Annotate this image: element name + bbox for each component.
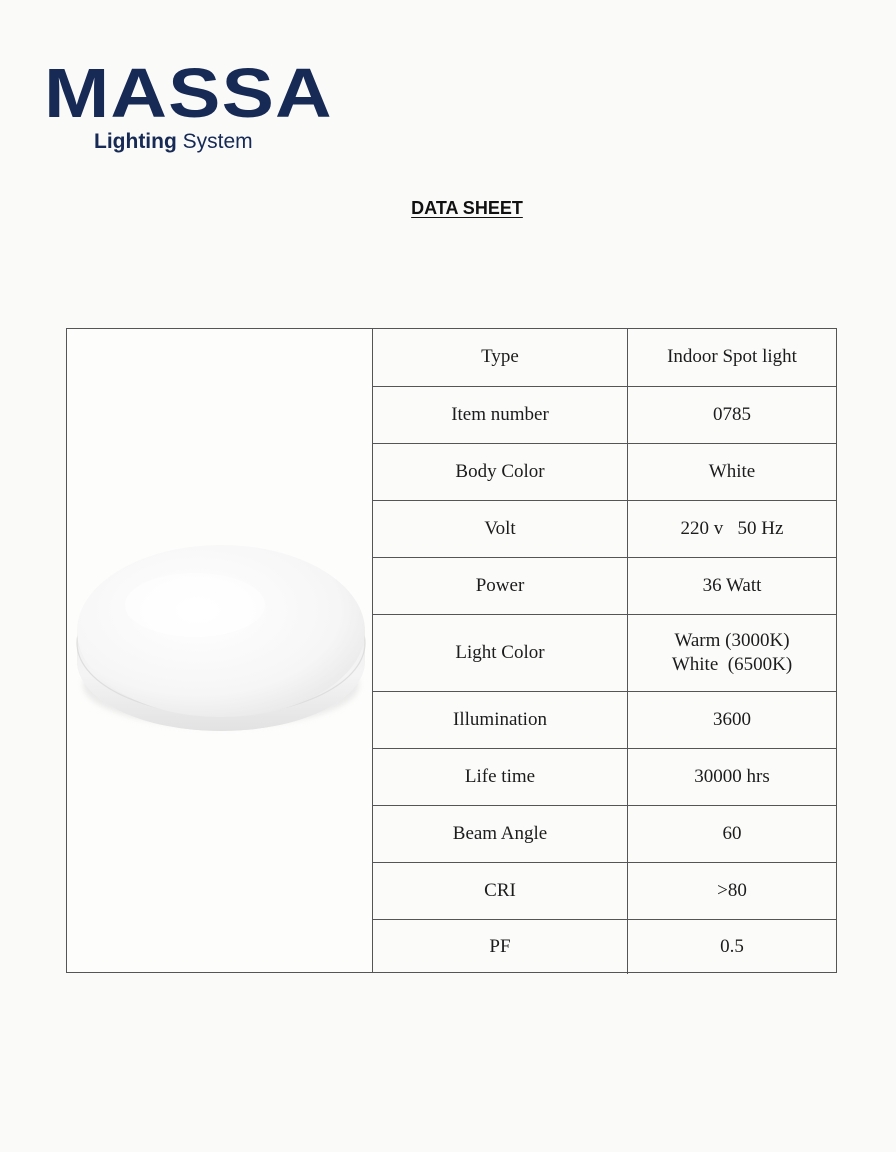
spec-row xyxy=(373,443,836,500)
spec-row xyxy=(373,748,836,805)
spec-value-line: 36 Watt xyxy=(702,574,762,596)
brand-tagline xyxy=(94,130,253,154)
spec-value xyxy=(628,805,837,862)
spec-value-line: 30000 hrs xyxy=(694,765,770,787)
spec-value-line: White xyxy=(708,460,756,482)
spec-value xyxy=(628,614,837,691)
spec-value xyxy=(628,557,837,614)
document-title: DATA SHEET xyxy=(411,198,523,218)
spec-label: Volt xyxy=(373,500,628,557)
spec-value-line: 60 xyxy=(722,822,742,844)
spec-row xyxy=(373,329,836,386)
brand-name: MASSA xyxy=(44,54,333,132)
product-photo-cell xyxy=(67,329,373,972)
spec-table xyxy=(373,329,836,974)
spec-value-line: 3600 xyxy=(713,708,751,730)
spec-label: PF xyxy=(373,919,628,974)
spec-value-line: Indoor Spot light xyxy=(667,346,797,368)
spec-row xyxy=(373,919,836,974)
spec-value xyxy=(628,329,837,386)
spec-row xyxy=(373,557,836,614)
spec-row xyxy=(373,862,836,919)
spec-label: Life time xyxy=(373,748,628,805)
spec-row xyxy=(373,614,836,691)
spec-value xyxy=(628,919,837,974)
massa-logo xyxy=(44,54,364,168)
brand-tagline-rest: System xyxy=(182,130,253,153)
product-photo xyxy=(75,535,367,739)
spec-row xyxy=(373,691,836,748)
spec-row xyxy=(373,386,836,443)
spec-value-line: 0785 xyxy=(713,403,751,425)
spec-label: Beam Angle xyxy=(373,805,628,862)
spec-value-line: Warm (3000K) xyxy=(674,629,790,651)
data-sheet-table xyxy=(66,328,837,973)
brand-tagline-bold: Lighting xyxy=(94,130,177,153)
spec-value xyxy=(628,748,837,805)
spec-row xyxy=(373,805,836,862)
spec-value xyxy=(628,691,837,748)
spec-value xyxy=(628,386,837,443)
spec-value-line: White (6500K) xyxy=(671,653,793,675)
spec-label: Power xyxy=(373,557,628,614)
spec-value xyxy=(628,443,837,500)
spec-value-line: 0.5 xyxy=(720,935,744,957)
spec-label: Type xyxy=(373,329,628,386)
spec-value-line: 220 v 50 Hz xyxy=(680,517,784,539)
spec-label: Body Color xyxy=(373,443,628,500)
spec-value xyxy=(628,862,837,919)
spec-label: Item number xyxy=(373,386,628,443)
spec-label: Light Color xyxy=(373,614,628,691)
spec-value xyxy=(628,500,837,557)
spec-value-line: >80 xyxy=(717,879,747,901)
spec-row xyxy=(373,500,836,557)
photo-highlight xyxy=(125,573,265,637)
spec-label: CRI xyxy=(373,862,628,919)
spec-label: Illumination xyxy=(373,691,628,748)
